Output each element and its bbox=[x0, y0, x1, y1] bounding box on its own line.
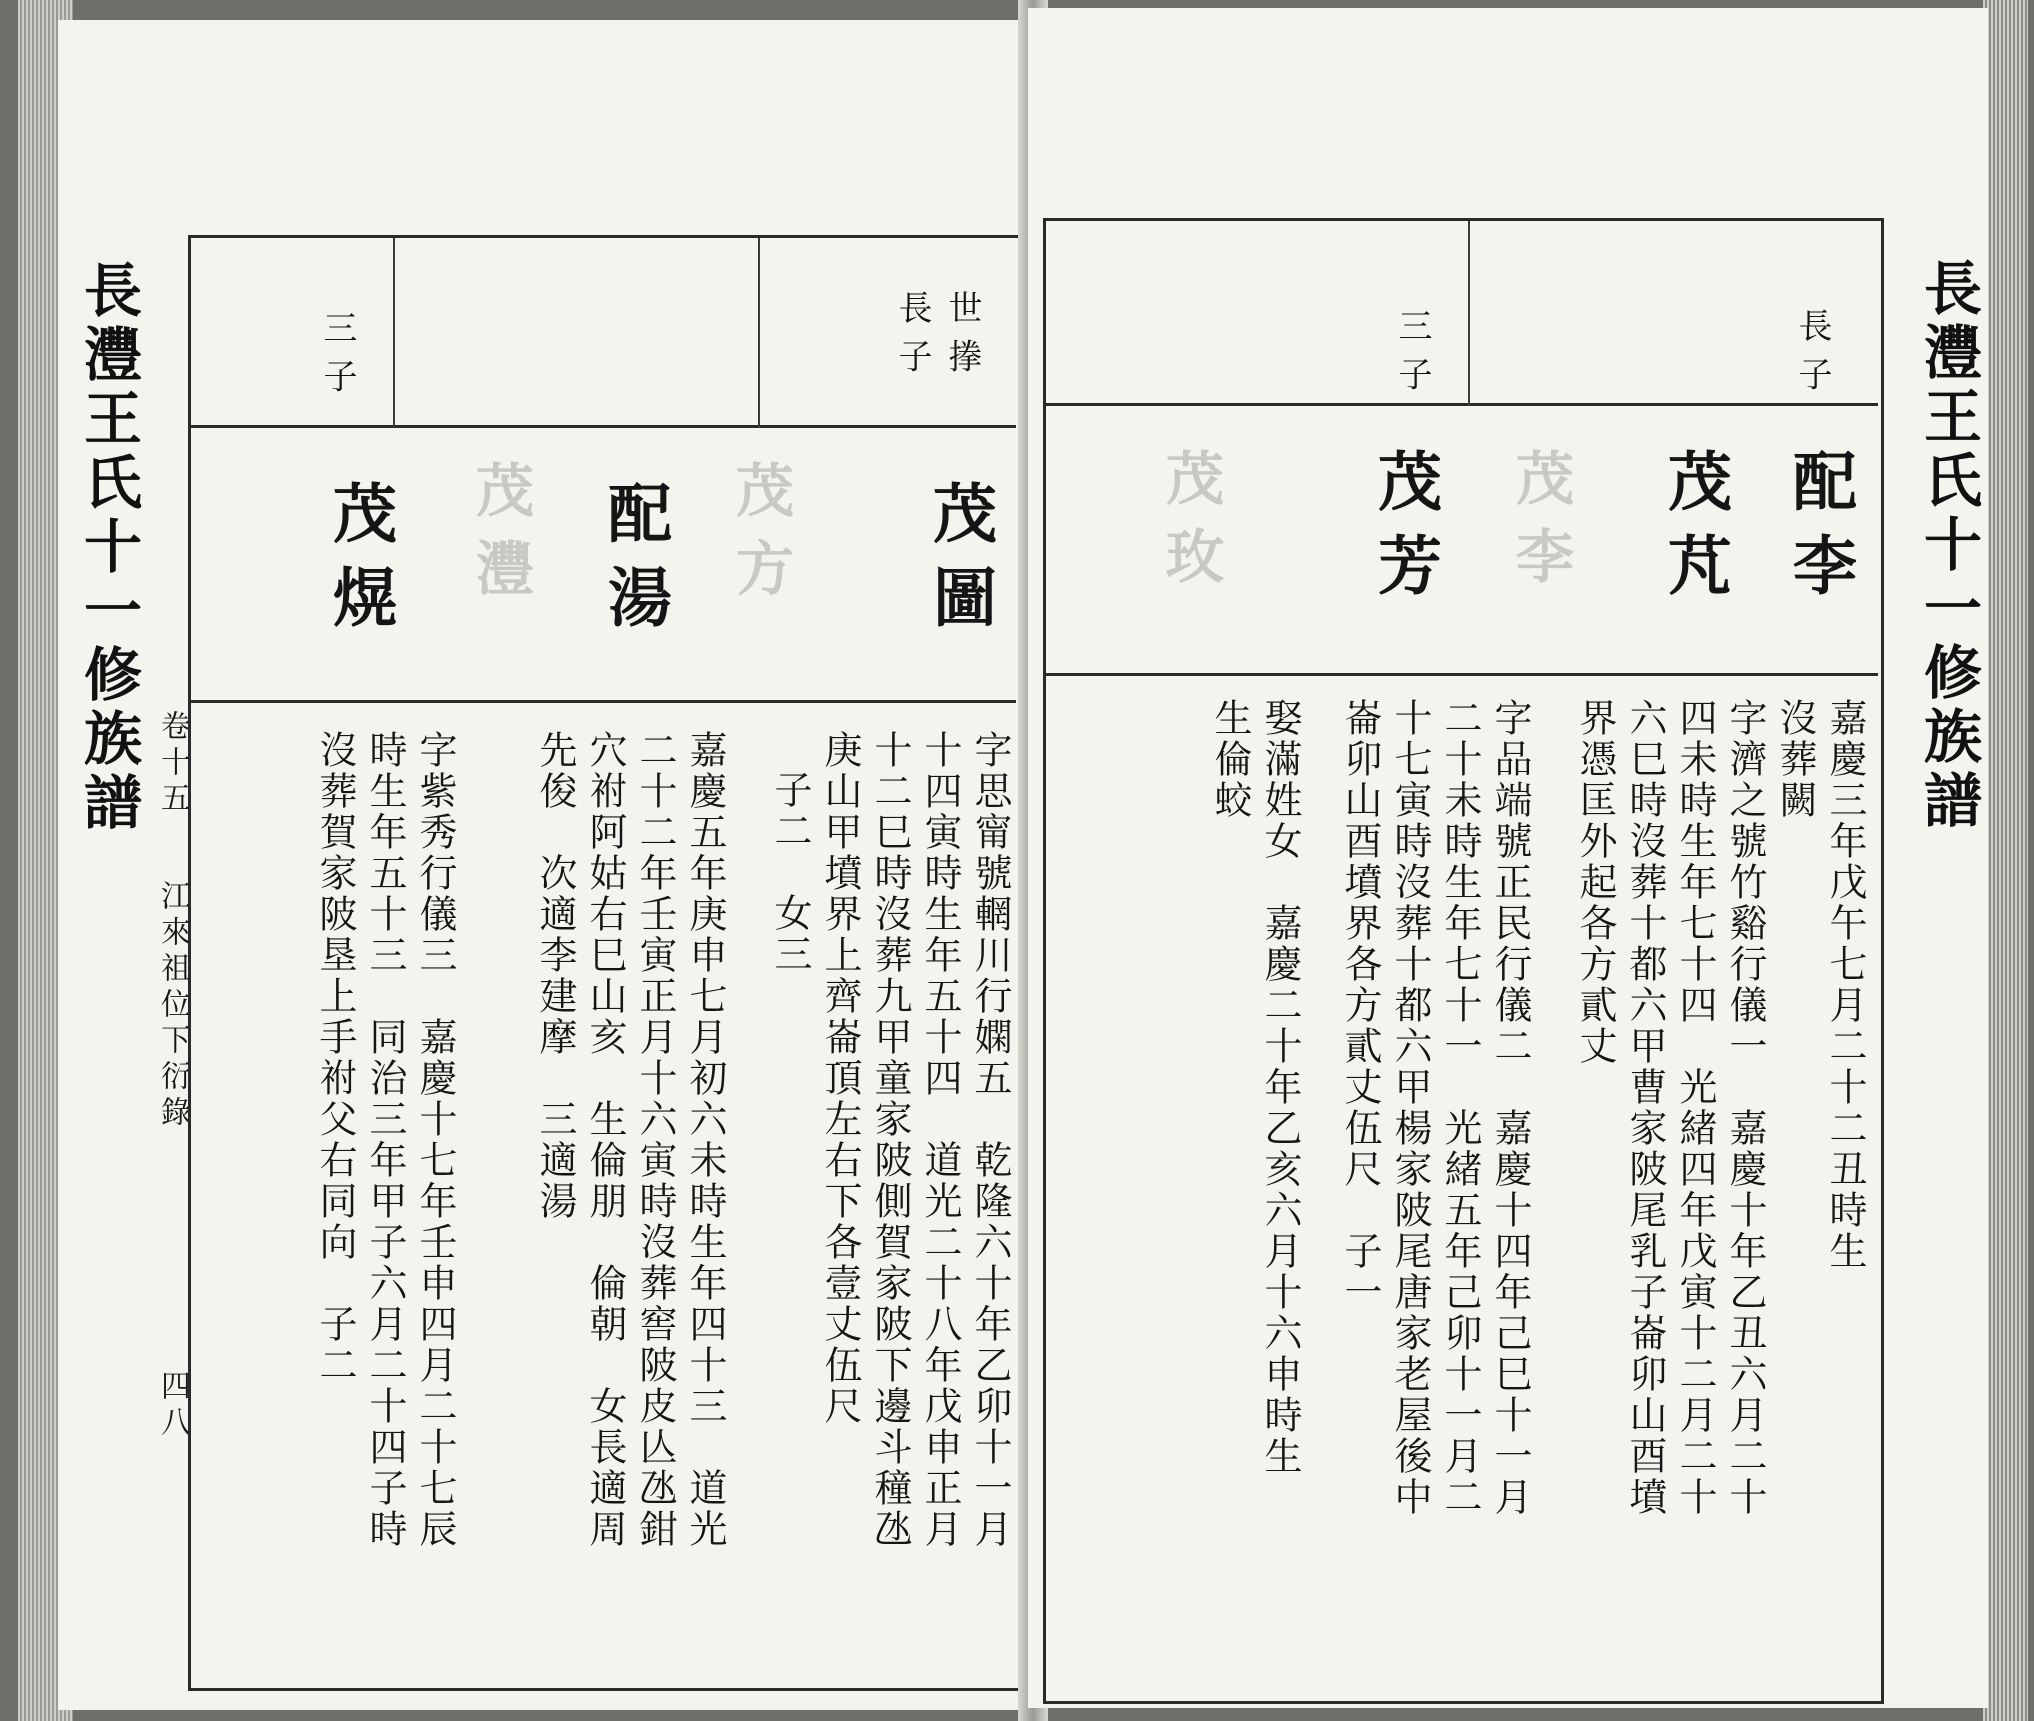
header-zhangzi-left: 長 子 bbox=[892, 290, 932, 375]
body-col-r1: 嘉慶三年戊午七月二十二丑時生 bbox=[1823, 698, 1867, 1272]
body-col-r4: 四未時生年七十四 光緒四年戊寅十二月二十 bbox=[1673, 698, 1717, 1518]
body-col-r8: 二十未時生年七十一 光緒五年己卯十一月二 bbox=[1438, 698, 1482, 1518]
header-rule-left bbox=[188, 425, 1016, 428]
body-col-r12: 生倫蛟 bbox=[1208, 698, 1252, 821]
bleed-through-text: 茂方 bbox=[726, 460, 794, 616]
open-book bbox=[18, 0, 2028, 1721]
right-page bbox=[1028, 8, 1988, 1708]
body-col-r6: 界憑匡外起各方貳丈 bbox=[1573, 698, 1617, 1067]
names-rule-right bbox=[1043, 673, 1878, 676]
body-col-9: 先俊 次適李建摩 三適湯 bbox=[533, 730, 577, 1222]
body-col-r5: 六巳時沒葬十都六甲曹家陂尾乳子崙卯山酉墳 bbox=[1623, 698, 1667, 1518]
name-mao-tu: 茂圖 bbox=[922, 480, 997, 648]
folio-volume: 卷十五 bbox=[155, 710, 190, 818]
body-col-3: 十二巳時沒葬九甲童家陂側賀家陂下邊斗穜氹 bbox=[868, 730, 912, 1550]
running-title-right: 長灃王氏十一修族譜 bbox=[1914, 258, 1982, 834]
header-divider-right bbox=[1468, 221, 1470, 406]
name-mao-peng: 茂芃 bbox=[1657, 448, 1732, 616]
bleed-through-text-4: 茂玫 bbox=[1156, 448, 1224, 604]
body-col-11: 時生年五十三 同治三年甲子六月二十四子時 bbox=[363, 730, 407, 1550]
folio-page-number: 四八 bbox=[155, 1370, 190, 1442]
body-col-8: 穴祔阿姑右巳山亥 生倫朋 倫朝 女長適周 bbox=[583, 730, 627, 1550]
body-col-6: 嘉慶五年庚申七月初六未時生年四十三 道光 bbox=[683, 730, 727, 1550]
body-col-10: 字紫秀行儀三 嘉慶十七年壬申四月二十七辰 bbox=[413, 730, 457, 1550]
body-col-r3: 字濟之號竹谿行儀一 嘉慶十年乙丑六月二十 bbox=[1723, 698, 1767, 1518]
header-rule-right bbox=[1043, 403, 1878, 406]
body-col-4: 庚山甲墳界上齊崙頂左右下各壹丈伍尺 bbox=[818, 730, 862, 1427]
body-col-1: 字思甯號輞川行嫻五 乾隆六十年乙卯十一月 bbox=[968, 730, 1012, 1550]
names-rule-left bbox=[188, 700, 1016, 703]
bleed-through-text-2: 茂灃 bbox=[466, 460, 534, 616]
header-sanzi-left: 三 子 bbox=[317, 310, 357, 395]
name-pei-tang: 配湯 bbox=[597, 480, 672, 648]
body-col-7: 二十二年壬寅正月十六寅時沒葬窖陂皮亾氹鉗 bbox=[633, 730, 677, 1550]
name-mao-ye: 茂熀 bbox=[322, 480, 397, 648]
body-col-r7: 字品端號正民行儀二 嘉慶十四年己巳十一月 bbox=[1488, 698, 1532, 1518]
header-divider-left-2 bbox=[393, 238, 395, 428]
body-col-r2: 沒葬闕 bbox=[1773, 698, 1817, 821]
body-col-r11: 娶滿姓女 嘉慶二十年乙亥六月十六申時生 bbox=[1258, 698, 1302, 1477]
header-shizhe: 世 搼 bbox=[942, 290, 982, 375]
header-sanzi-right: 三 子 bbox=[1392, 308, 1432, 393]
header-divider-left bbox=[758, 238, 760, 428]
body-col-12: 沒葬賀家陂垦上手祔父右同向 子二 bbox=[313, 730, 357, 1386]
bleed-through-text-3: 茂李 bbox=[1506, 448, 1574, 604]
folio-section: 江來祖位下衍錄 bbox=[155, 880, 190, 1132]
body-col-r10: 崙卯山酉墳界各方貳丈伍尺 子一 bbox=[1338, 698, 1382, 1313]
body-col-5: 子二 女三 bbox=[768, 770, 812, 975]
header-zhangzi-right: 長 子 bbox=[1792, 308, 1832, 393]
name-mao-fang: 茂芳 bbox=[1367, 448, 1442, 616]
body-col-2: 十四寅時生年五十四 道光二十八年戊申正月 bbox=[918, 730, 962, 1550]
running-title-left: 長灃王氏十一修族譜 bbox=[74, 260, 142, 836]
body-col-r9: 十七寅時沒葬十都六甲楊家陂尾唐家老屋後中 bbox=[1388, 698, 1432, 1518]
left-page bbox=[58, 20, 1043, 1710]
name-pei-li: 配李 bbox=[1782, 448, 1857, 616]
